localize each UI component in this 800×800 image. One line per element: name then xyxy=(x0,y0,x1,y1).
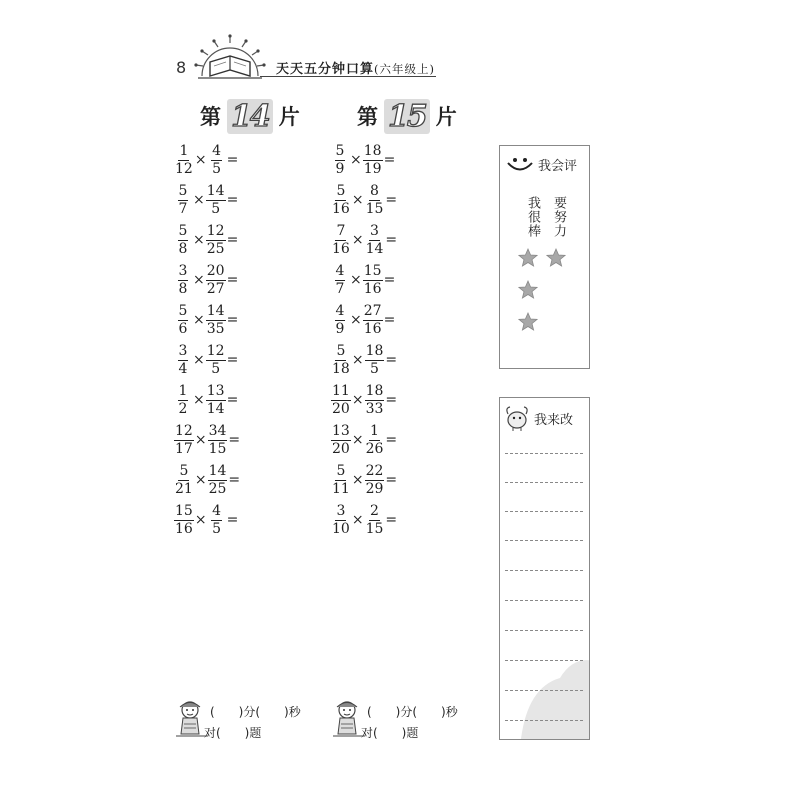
numerator: 8 xyxy=(370,182,379,199)
denominator: 26 xyxy=(365,440,384,457)
problem-row xyxy=(331,260,397,300)
problem-row xyxy=(174,420,240,460)
fraction-b xyxy=(365,183,385,218)
fraction-a xyxy=(174,423,194,458)
timing-time: ( )分( )秒 xyxy=(367,705,458,719)
denominator: 15 xyxy=(365,200,384,217)
fraction-a xyxy=(331,503,351,538)
star-icon[interactable] xyxy=(518,280,538,300)
fraction-b xyxy=(206,183,226,218)
equals-sign: = xyxy=(385,232,398,248)
equals-sign: = xyxy=(385,192,398,208)
multiply-sign: × xyxy=(351,192,364,208)
numerator: 12 xyxy=(206,222,225,239)
denominator: 8 xyxy=(178,240,188,257)
problem-row xyxy=(174,180,240,220)
sheet-number: 14 xyxy=(227,99,273,134)
fraction-b xyxy=(208,143,226,178)
sheet-title-14 xyxy=(200,98,300,134)
fraction-b xyxy=(206,223,226,258)
star-icon[interactable] xyxy=(546,248,566,268)
numerator: 1 xyxy=(179,142,189,159)
equals-sign: = xyxy=(385,352,398,368)
denominator: 5 xyxy=(212,160,222,177)
numerator: 4 xyxy=(212,502,222,519)
numerator: 11 xyxy=(332,382,350,399)
fraction-b xyxy=(206,303,226,338)
denominator: 15 xyxy=(365,520,384,537)
multiply-sign: × xyxy=(193,392,205,408)
fraction-a xyxy=(174,223,192,258)
fraction-b xyxy=(206,383,226,418)
problem-row xyxy=(331,500,397,540)
equals-sign: = xyxy=(226,392,239,408)
eval-label-good: 我很棒 xyxy=(525,196,540,238)
sheet-title-prefix: 第 xyxy=(357,104,378,129)
fraction-a xyxy=(331,223,351,258)
fraction-a xyxy=(174,463,194,498)
correction-line[interactable] xyxy=(505,453,583,454)
denominator: 14 xyxy=(206,400,225,417)
multiply-sign: × xyxy=(351,512,364,528)
problem-row xyxy=(174,460,240,500)
smiley-icon xyxy=(506,154,534,174)
multiply-sign: × xyxy=(351,392,364,408)
fraction-a xyxy=(174,343,192,378)
problem-row xyxy=(331,340,397,380)
denominator: 4 xyxy=(178,360,188,377)
problem-row xyxy=(174,260,240,300)
numerator: 13 xyxy=(332,422,350,439)
denominator: 16 xyxy=(363,320,382,337)
problem-row xyxy=(174,500,240,540)
numerator: 34 xyxy=(208,422,227,439)
numerator: 20 xyxy=(206,262,225,279)
fraction-a xyxy=(174,263,192,298)
fraction-a xyxy=(174,303,192,338)
fraction-a xyxy=(331,183,351,218)
problem-row xyxy=(174,300,240,340)
fraction-a xyxy=(331,343,351,378)
equals-sign: = xyxy=(228,472,241,488)
numerator: 15 xyxy=(175,502,193,519)
fraction-a xyxy=(331,263,349,298)
problem-row xyxy=(174,380,240,420)
denominator: 5 xyxy=(212,520,222,537)
denominator: 16 xyxy=(175,520,193,537)
problem-row xyxy=(331,220,397,260)
numerator: 3 xyxy=(178,342,188,359)
numerator: 5 xyxy=(178,222,188,239)
fraction-b xyxy=(363,263,383,298)
denominator: 8 xyxy=(178,280,188,297)
denominator: 7 xyxy=(178,200,188,217)
cartoon-sheep-icon xyxy=(504,404,530,432)
multiply-sign: × xyxy=(350,272,362,288)
sheet-number: 15 xyxy=(384,99,430,134)
fraction-a xyxy=(174,143,194,178)
numerator: 5 xyxy=(179,462,189,479)
denominator: 18 xyxy=(332,360,350,377)
multiply-sign: × xyxy=(350,152,362,168)
numerator: 4 xyxy=(335,262,345,279)
numerator: 12 xyxy=(175,422,193,439)
denominator: 5 xyxy=(211,360,221,377)
numerator: 5 xyxy=(336,342,346,359)
multiply-sign: × xyxy=(194,152,207,168)
denominator: 5 xyxy=(370,360,379,377)
numerator: 5 xyxy=(335,142,345,159)
fraction-a xyxy=(174,183,192,218)
numerator: 22 xyxy=(365,462,384,479)
denominator: 16 xyxy=(332,200,350,217)
denominator: 6 xyxy=(178,320,188,337)
problem-row xyxy=(174,220,240,260)
numerator: 1 xyxy=(370,422,379,439)
denominator: 2 xyxy=(178,400,188,417)
denominator: 15 xyxy=(208,440,227,457)
timing-record-15 xyxy=(331,698,481,742)
book-title-subtitle: (六年级上) xyxy=(374,62,435,76)
numerator: 1 xyxy=(178,382,188,399)
sheet-title-suffix: 片 xyxy=(278,104,300,129)
denominator: 14 xyxy=(365,240,384,257)
correction-line[interactable] xyxy=(505,600,583,601)
multiply-sign: × xyxy=(351,472,364,488)
multiply-sign: × xyxy=(351,352,364,368)
equals-sign: = xyxy=(383,312,396,328)
numerator: 3 xyxy=(336,502,346,519)
denominator: 33 xyxy=(365,400,384,417)
equals-sign: = xyxy=(226,232,239,248)
header-rule xyxy=(260,76,436,77)
denominator: 17 xyxy=(175,440,193,457)
eval-label-try: 要努力 xyxy=(551,196,566,238)
denominator: 19 xyxy=(363,160,382,177)
correction-line[interactable] xyxy=(505,570,583,571)
equals-sign: = xyxy=(385,512,398,528)
multiply-sign: × xyxy=(194,472,207,488)
fraction-b xyxy=(208,463,228,498)
equals-sign: = xyxy=(383,272,396,288)
equals-sign: = xyxy=(383,152,396,168)
fraction-a xyxy=(331,383,351,418)
fraction-b xyxy=(365,503,385,538)
numerator: 5 xyxy=(178,302,188,319)
timing-correct: 对( )题 xyxy=(204,726,262,740)
multiply-sign: × xyxy=(351,232,364,248)
numerator: 14 xyxy=(208,462,227,479)
problem-row xyxy=(331,380,397,420)
problem-row xyxy=(331,300,397,340)
equals-sign: = xyxy=(226,152,239,168)
sheet-title-15 xyxy=(357,98,457,134)
multiply-sign: × xyxy=(350,312,362,328)
sheet-title-prefix: 第 xyxy=(200,104,221,129)
denominator: 21 xyxy=(175,480,193,497)
numerator: 5 xyxy=(336,182,346,199)
self-eval-title: 我会评 xyxy=(538,158,578,174)
book-title-main: 天天五分钟口算 xyxy=(276,62,375,77)
star-icon[interactable] xyxy=(518,248,538,268)
numerator: 15 xyxy=(363,262,382,279)
numerator: 2 xyxy=(370,502,379,519)
fraction-b xyxy=(363,303,383,338)
numerator: 12 xyxy=(206,342,225,359)
multiply-sign: × xyxy=(193,272,205,288)
fraction-b xyxy=(208,423,228,458)
numerator: 18 xyxy=(363,142,382,159)
equals-sign: = xyxy=(228,432,241,448)
corrections-box xyxy=(499,397,590,740)
numerator: 4 xyxy=(335,302,345,319)
denominator: 9 xyxy=(335,160,345,177)
correction-line[interactable] xyxy=(505,690,583,691)
timing-time: ( )分( )秒 xyxy=(210,705,301,719)
fraction-a xyxy=(174,383,192,418)
fraction-b xyxy=(365,463,385,498)
correction-line[interactable] xyxy=(505,511,583,512)
denominator: 20 xyxy=(332,440,350,457)
timing-correct: 对( )题 xyxy=(361,726,419,740)
fraction-b xyxy=(363,143,383,178)
page-number: 8 xyxy=(176,58,187,77)
multiply-sign: × xyxy=(193,232,205,248)
decorative-blob xyxy=(520,648,590,740)
denominator: 25 xyxy=(206,240,225,257)
equals-sign: = xyxy=(385,392,398,408)
denominator: 5 xyxy=(211,200,221,217)
numerator: 7 xyxy=(336,222,346,239)
problem-row xyxy=(331,420,397,460)
fraction-b xyxy=(208,503,226,538)
numerator: 13 xyxy=(206,382,225,399)
numerator: 3 xyxy=(370,222,379,239)
correction-line[interactable] xyxy=(505,660,583,661)
multiply-sign: × xyxy=(194,512,207,528)
self-eval-box xyxy=(499,145,590,369)
numerator: 27 xyxy=(363,302,382,319)
numerator: 14 xyxy=(206,182,225,199)
multiply-sign: × xyxy=(194,432,207,448)
numerator: 4 xyxy=(212,142,222,159)
denominator: 29 xyxy=(365,480,384,497)
problem-row xyxy=(174,340,240,380)
equals-sign: = xyxy=(226,512,239,528)
multiply-sign: × xyxy=(351,432,364,448)
denominator: 20 xyxy=(332,400,350,417)
corrections-title: 我来改 xyxy=(534,412,574,428)
sheet-title-suffix: 片 xyxy=(435,104,457,129)
fraction-a xyxy=(174,503,194,538)
fraction-b xyxy=(365,383,385,418)
denominator: 35 xyxy=(206,320,225,337)
equals-sign: = xyxy=(226,272,239,288)
denominator: 9 xyxy=(335,320,345,337)
problem-row xyxy=(331,180,397,220)
correction-line[interactable] xyxy=(505,630,583,631)
fraction-a xyxy=(331,143,349,178)
equals-sign: = xyxy=(385,432,398,448)
numerator: 5 xyxy=(336,462,346,479)
multiply-sign: × xyxy=(193,192,205,208)
problem-row xyxy=(331,460,397,500)
fraction-b xyxy=(365,223,385,258)
denominator: 12 xyxy=(175,160,193,177)
denominator: 16 xyxy=(332,240,350,257)
denominator: 11 xyxy=(332,480,350,497)
fraction-a xyxy=(331,303,349,338)
equals-sign: = xyxy=(226,192,239,208)
problem-list-15 xyxy=(331,140,397,540)
timing-record-14 xyxy=(174,698,324,742)
fraction-b xyxy=(206,343,226,378)
numerator: 5 xyxy=(178,182,188,199)
correction-line[interactable] xyxy=(505,482,583,483)
numerator: 3 xyxy=(178,262,188,279)
numerator: 18 xyxy=(365,342,384,359)
fraction-b xyxy=(365,423,385,458)
fraction-a xyxy=(331,463,351,498)
fraction-a xyxy=(331,423,351,458)
denominator: 16 xyxy=(363,280,382,297)
numerator: 14 xyxy=(206,302,225,319)
correction-line[interactable] xyxy=(505,540,583,541)
denominator: 7 xyxy=(335,280,345,297)
problem-list-14 xyxy=(174,140,240,540)
corrections-header xyxy=(504,404,573,432)
correction-line[interactable] xyxy=(505,720,583,721)
self-eval-header xyxy=(506,154,577,174)
denominator: 10 xyxy=(332,520,350,537)
multiply-sign: × xyxy=(193,352,205,368)
fraction-b xyxy=(206,263,226,298)
fraction-b xyxy=(365,343,385,378)
book-title xyxy=(276,58,435,77)
multiply-sign: × xyxy=(193,312,205,328)
book-sun-logo-icon xyxy=(194,34,266,82)
problem-row xyxy=(331,140,397,180)
denominator: 27 xyxy=(206,280,225,297)
star-icon[interactable] xyxy=(518,312,538,332)
equals-sign: = xyxy=(385,472,398,488)
equals-sign: = xyxy=(226,312,239,328)
numerator: 18 xyxy=(365,382,384,399)
problem-row xyxy=(174,140,240,180)
equals-sign: = xyxy=(226,352,239,368)
denominator: 25 xyxy=(208,480,227,497)
